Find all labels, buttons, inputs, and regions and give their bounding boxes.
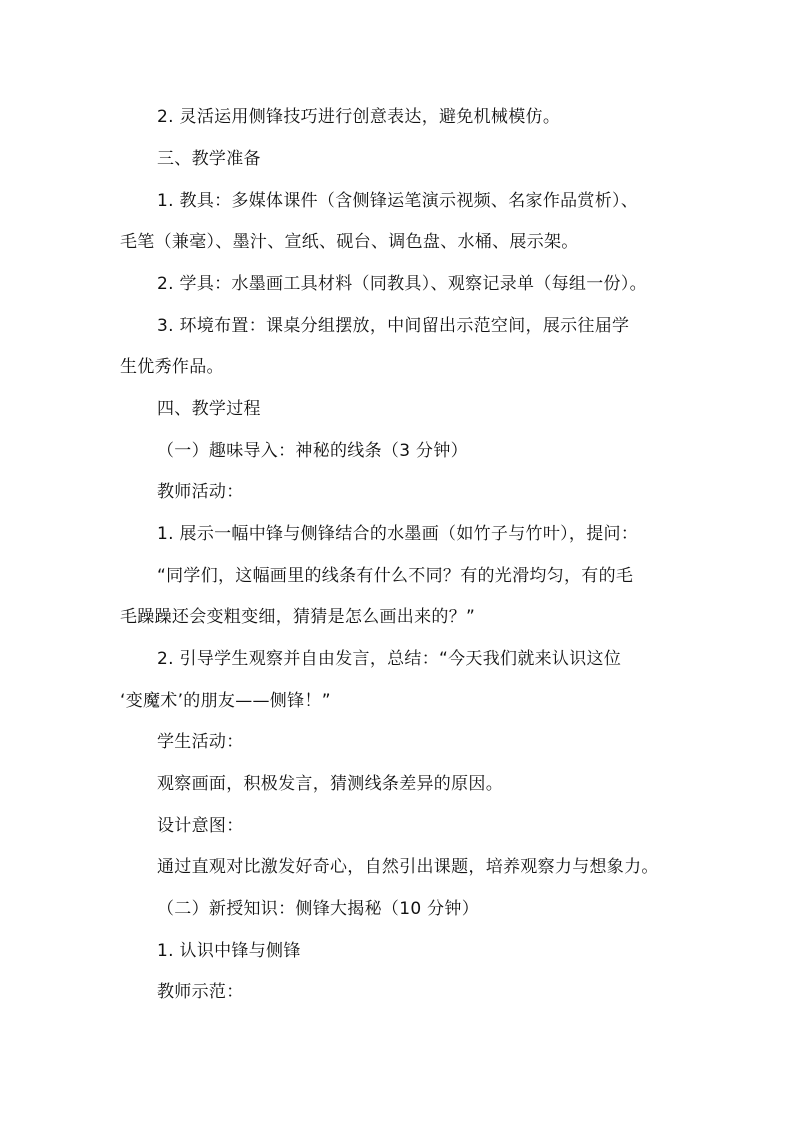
student-activity-label: 学生活动： <box>157 732 244 752</box>
student-materials-line: 2. 学具：水墨画工具材料（同教具）、观察记录单（每组一份）。 <box>157 274 647 294</box>
teacher-demo-label: 教师示范： <box>157 982 244 1002</box>
design-intent-label: 设计意图： <box>157 816 244 836</box>
subsection-heading-intro: （一）趣味导入：神秘的线条（3 分钟） <box>157 441 468 461</box>
teaching-aids-continuation: 毛笔（兼毫）、墨汁、宣纸、砚台、调色盘、水桶、展示架。 <box>120 232 579 252</box>
objective-line-2: 2. 灵活运用侧锋技巧进行创意表达，避免机械模仿。 <box>157 107 561 127</box>
teacher-question-line: “同学们，这幅画里的线条有什么不同？有的光滑均匀，有的毛 <box>157 566 634 586</box>
teacher-activity-label: 教师活动： <box>157 482 244 502</box>
teacher-activity-line-2: 2. 引导学生观察并自由发言，总结：“今天我们就来认识这位 <box>157 649 622 669</box>
student-activity-text: 观察画面，积极发言，猜测线条差异的原因。 <box>157 774 503 794</box>
section-heading-process: 四、教学过程 <box>157 399 261 419</box>
teacher-question-continuation: 毛躁躁还会变粗变细，猜猜是怎么画出来的？” <box>120 607 476 627</box>
environment-continuation: 生优秀作品。 <box>120 357 224 377</box>
subsection-heading-new-knowledge: （二）新授知识：侧锋大揭秘（10 分钟） <box>157 899 480 919</box>
teacher-activity-line-1: 1. 展示一幅中锋与侧锋结合的水墨画（如竹子与竹叶），提问： <box>157 524 639 544</box>
section-heading-preparation: 三、教学准备 <box>157 149 261 169</box>
teacher-activity-continuation: ‘变魔术’的朋友——侧锋！” <box>120 691 331 711</box>
teaching-aids-line: 1. 教具：多媒体课件（含侧锋运笔演示视频、名家作品赏析）、 <box>157 191 639 211</box>
design-intent-text: 通过直观对比激发好奇心，自然引出课题，培养观察力与想象力。 <box>157 857 659 877</box>
environment-line: 3. 环境布置：课桌分组摆放，中间留出示范空间，展示往届学 <box>157 316 630 336</box>
knowledge-point-1: 1. 认识中锋与侧锋 <box>157 941 301 961</box>
